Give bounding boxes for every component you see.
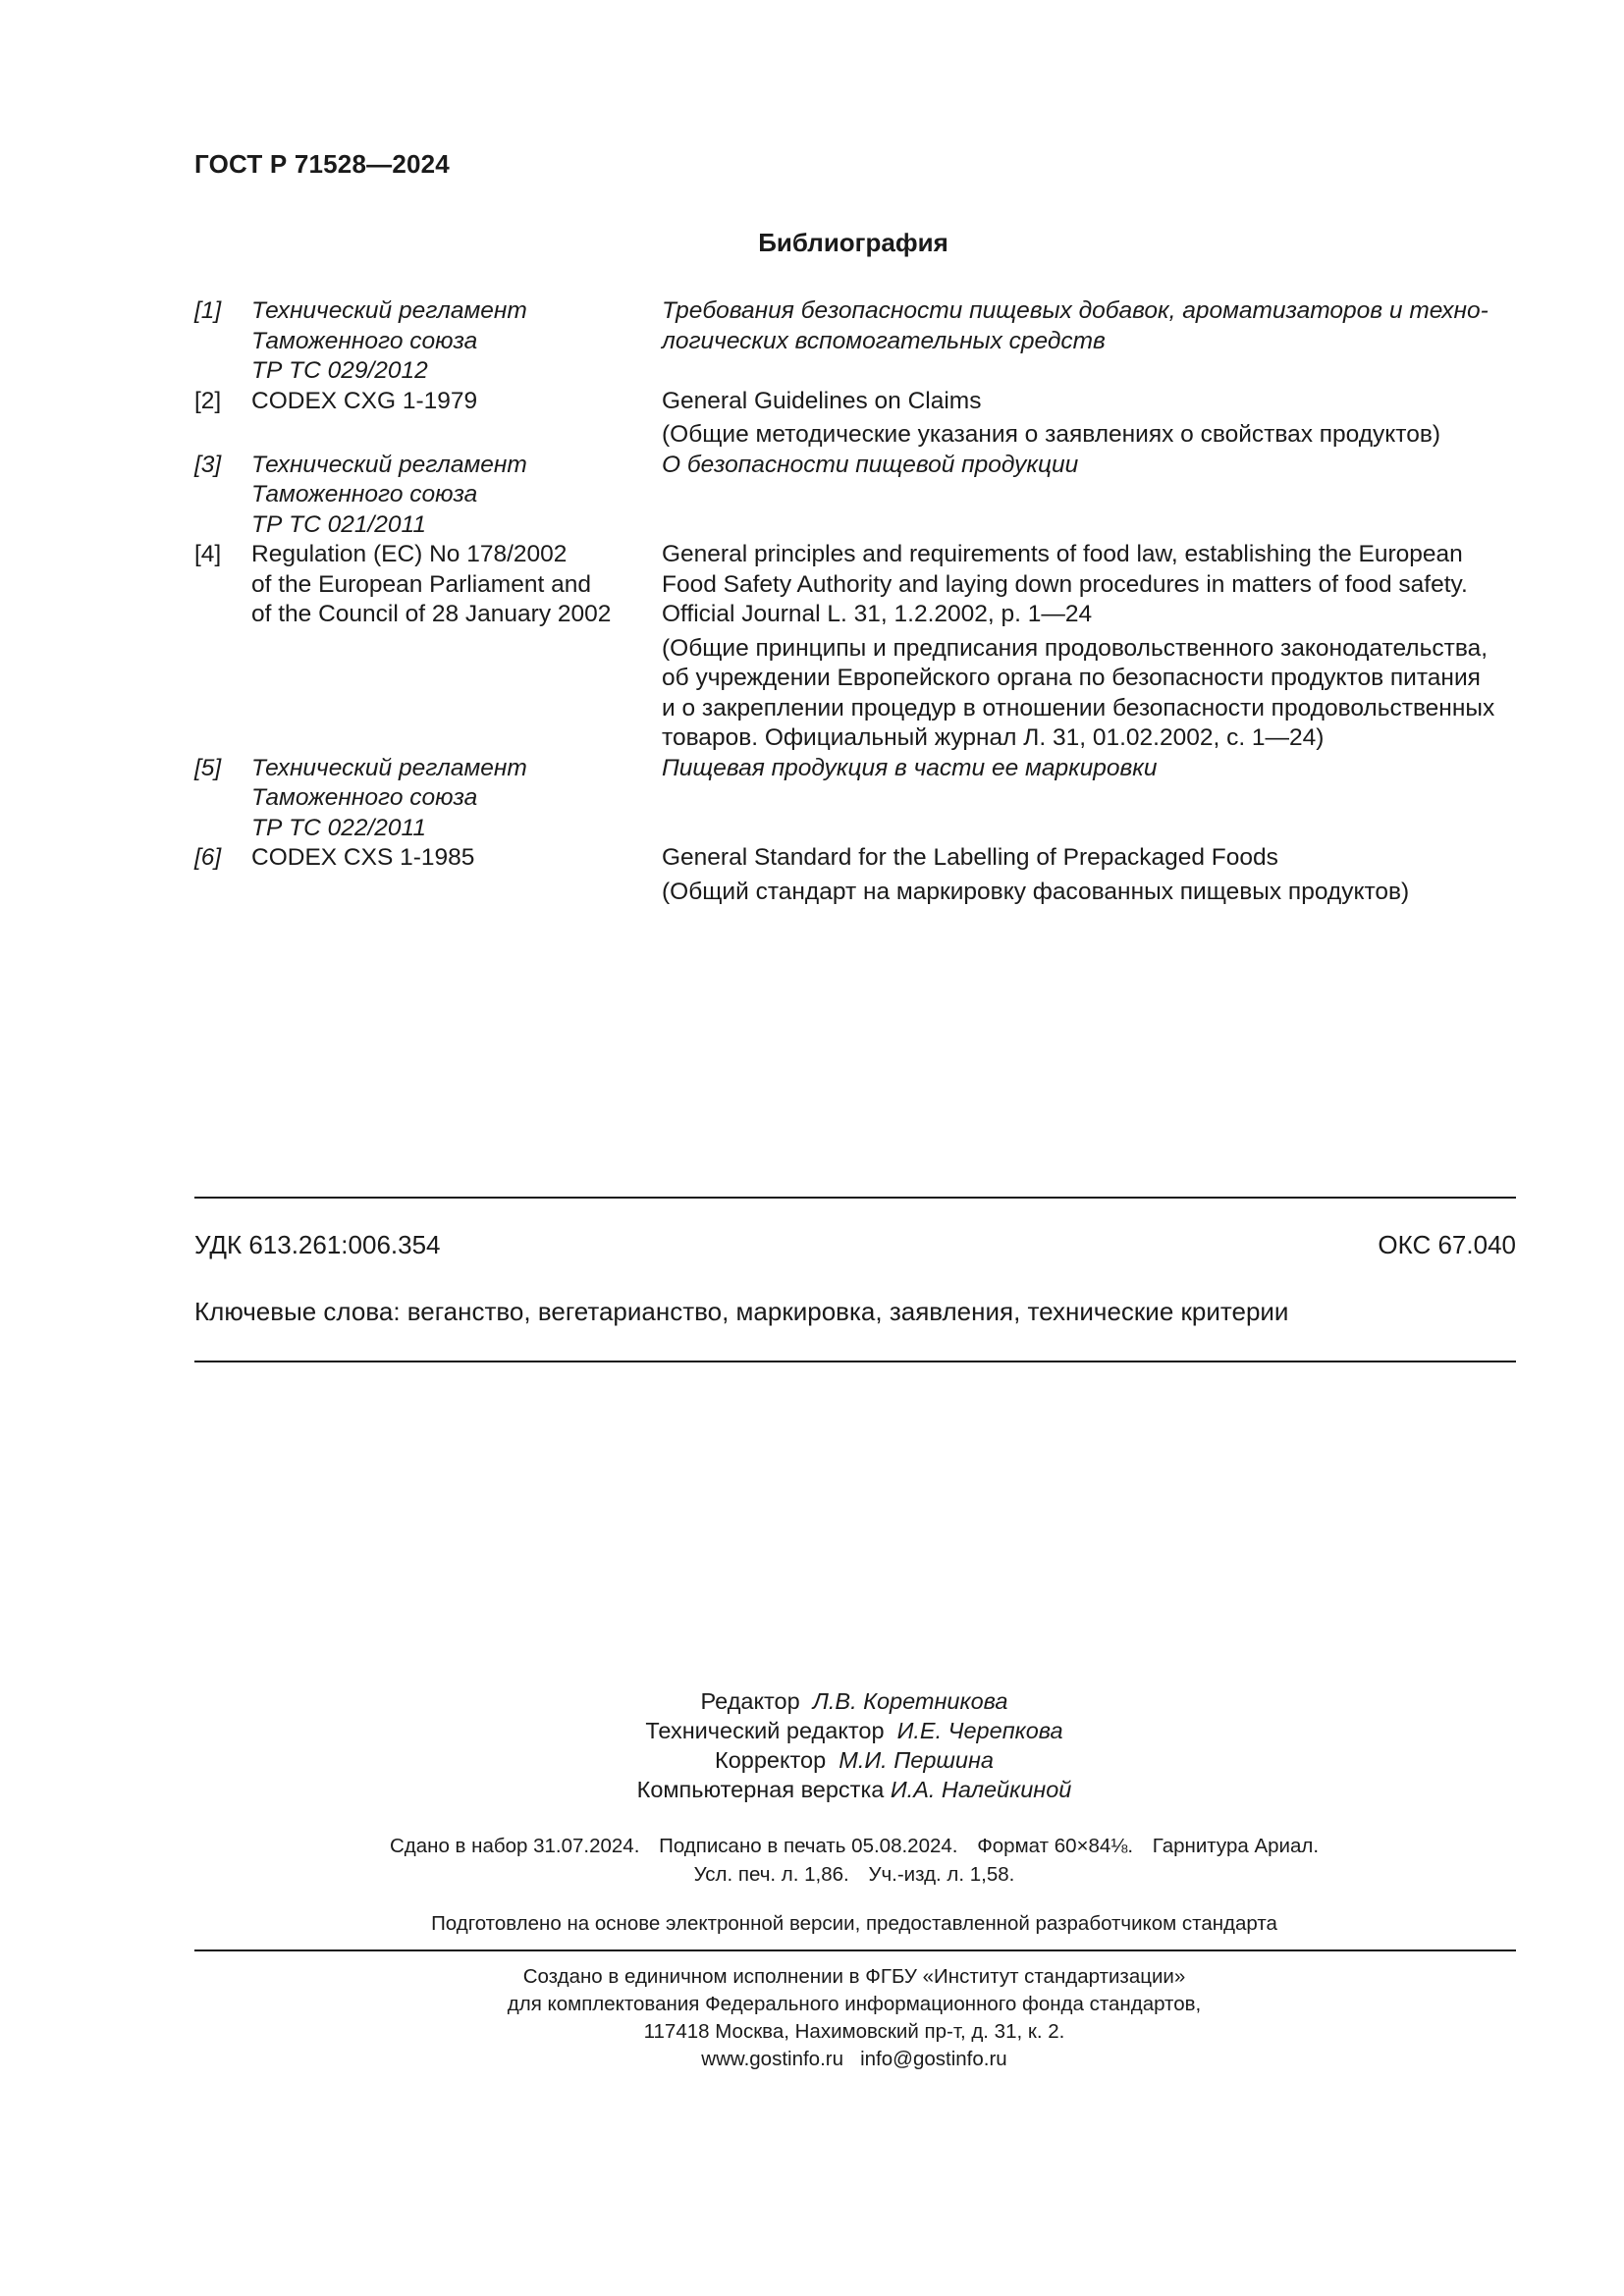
staff-line [0, 1716, 1624, 1745]
staff-line [0, 1686, 1624, 1716]
description-translation-line: (Общий стандарт на маркировку фасованных пищевых продуктов) [662, 878, 1410, 905]
edition-sheets: Уч.-изд. л. 1,58. [868, 1863, 1015, 1886]
bibliography-title: Библиография [758, 228, 948, 257]
reference-line: ТР ТС 021/2011 [251, 510, 426, 538]
entry-number: [1] [194, 297, 222, 324]
description-line: логических вспомогательных средств [662, 327, 1106, 354]
entry-description [662, 754, 1516, 844]
entry-number: [5] [194, 754, 222, 781]
bibliography-list [194, 296, 1516, 907]
publisher-info [0, 1963, 1624, 2073]
reference-line: CODEX CXG 1-1979 [251, 387, 478, 414]
reference-line: ТР ТС 022/2011 [251, 814, 426, 841]
publisher-contacts [0, 2046, 1624, 2073]
email-link[interactable]: info@gostinfo.ru [860, 2048, 1007, 2070]
staff-name: И.А. Налейкиной [890, 1777, 1072, 1802]
reference-line: Технический регламент [251, 451, 527, 478]
entry-number: [4] [194, 541, 222, 567]
staff-name: И.Е. Черепкова [896, 1718, 1063, 1743]
reference-line: ТР ТС 029/2012 [251, 357, 428, 384]
entry-description [662, 296, 1516, 387]
reference-line: Технический регламент [251, 754, 527, 781]
entry-reference [251, 451, 662, 541]
paper-format: Формат 60×84⅛. [977, 1835, 1134, 1857]
entry-reference [251, 296, 662, 387]
publisher-address: 117418 Москва, Нахимовский пр-т, д. 31, к. 2. [643, 2020, 1065, 2043]
print-info-line [0, 1860, 1624, 1889]
description-line: General principles and requirements of food law, establishing the European [662, 541, 1463, 567]
publisher-line: Создано в единичном исполнении в ФГБУ «Институт стандартизации» [522, 1965, 1186, 1988]
description-translation-line: товаров. Официальный журнал Л. 31, 01.02.2002, с. 1—24) [662, 724, 1325, 751]
standard-number: ГОСТ Р 71528—2024 [194, 149, 450, 179]
oks-code: ОКС 67.040 [1378, 1230, 1516, 1259]
bibliography-entry-3 [194, 451, 1516, 541]
description-translation-line: об учреждении Европейского органа по безопасности продуктов питания [662, 665, 1481, 691]
reference-line: Таможенного союза [251, 784, 478, 811]
staff-role: Технический редактор [645, 1718, 885, 1743]
print-info-line [0, 1832, 1624, 1860]
bibliography-entry-2 [194, 387, 1516, 451]
reference-line: of the European Parliament and [251, 570, 591, 598]
staff-role: Корректор [715, 1747, 827, 1773]
editorial-staff [0, 1686, 1624, 1804]
divider-line [194, 1949, 1516, 1951]
entry-number: [2] [194, 387, 222, 414]
printed-sheets: Усл. печ. л. 1,86. [693, 1863, 849, 1886]
entry-reference [251, 387, 662, 451]
reference-line: of the Council of 28 January 2002 [251, 601, 612, 627]
description-line: General Standard for the Labelling of Prepackaged Foods [662, 844, 1278, 871]
website-link[interactable]: www.gostinfo.ru [701, 2048, 843, 2070]
description-translation-line: и о закреплении процедур в отношении безопасности продовольственных [662, 694, 1495, 721]
bibliography-entry-6 [194, 843, 1516, 907]
prepared-note: Подготовлено на основе электронной версии, предоставленной разработчиком стандарта [431, 1912, 1277, 1935]
reference-line: Таможенного союза [251, 327, 478, 354]
staff-name: М.И. Першина [839, 1747, 994, 1773]
classification-row [194, 1230, 1516, 1260]
staff-role: Компьютерная верстка [636, 1777, 885, 1802]
reference-line: Regulation (EC) No 178/2002 [251, 541, 568, 567]
staff-line [0, 1775, 1624, 1804]
typeface: Гарнитура Ариал. [1152, 1835, 1320, 1857]
bibliography-entry-5 [194, 754, 1516, 844]
keywords: Ключевые слова: веганство, вегетарианство, маркировка, заявления, технические критерии [194, 1297, 1289, 1326]
bibliography-entry-4 [194, 540, 1516, 754]
description-line: О безопасности пищевой продукции [662, 451, 1079, 478]
divider-line [194, 1361, 1516, 1362]
udc-code: УДК 613.261:006.354 [194, 1230, 441, 1259]
reference-line: Таможенного союза [251, 481, 478, 507]
reference-line: CODEX CXS 1-1985 [251, 844, 475, 871]
entry-reference [251, 540, 662, 754]
divider-line [194, 1197, 1516, 1199]
submitted-date: Сдано в набор 31.07.2024. [389, 1835, 640, 1857]
description-line: Пищевая продукция в части ее маркировки [662, 754, 1158, 781]
entry-description [662, 843, 1516, 907]
staff-name: Л.В. Коретникова [812, 1688, 1008, 1714]
entry-reference [251, 754, 662, 844]
description-line: Требования безопасности пищевых добавок, ароматизаторов и техно- [662, 297, 1489, 324]
description-translation-line: (Общие принципы и предписания продовольственного законодательства, [662, 634, 1489, 662]
description-line: Food Safety Authority and laying down procedures in matters of food safety. [662, 570, 1468, 598]
staff-line [0, 1745, 1624, 1775]
publisher-line: для комплектования Федерального информационного фонда стандартов, [507, 1993, 1202, 2015]
entry-number: [6] [194, 844, 222, 871]
reference-line: Технический регламент [251, 297, 527, 324]
entry-description [662, 451, 1516, 541]
description-line: General Guidelines on Claims [662, 387, 982, 414]
staff-role: Редактор [700, 1688, 800, 1714]
bibliography-entry-1 [194, 296, 1516, 387]
description-translation-line: (Общие методические указания о заявлениях о свойствах продуктов) [662, 421, 1441, 448]
entry-number: [3] [194, 451, 222, 478]
signed-date: Подписано в печать 05.08.2024. [659, 1835, 958, 1857]
entry-description [662, 540, 1516, 754]
print-info [0, 1832, 1624, 1889]
entry-description [662, 387, 1516, 451]
entry-reference [251, 843, 662, 907]
description-line: Official Journal L. 31, 1.2.2002, p. 1—24 [662, 601, 1093, 627]
